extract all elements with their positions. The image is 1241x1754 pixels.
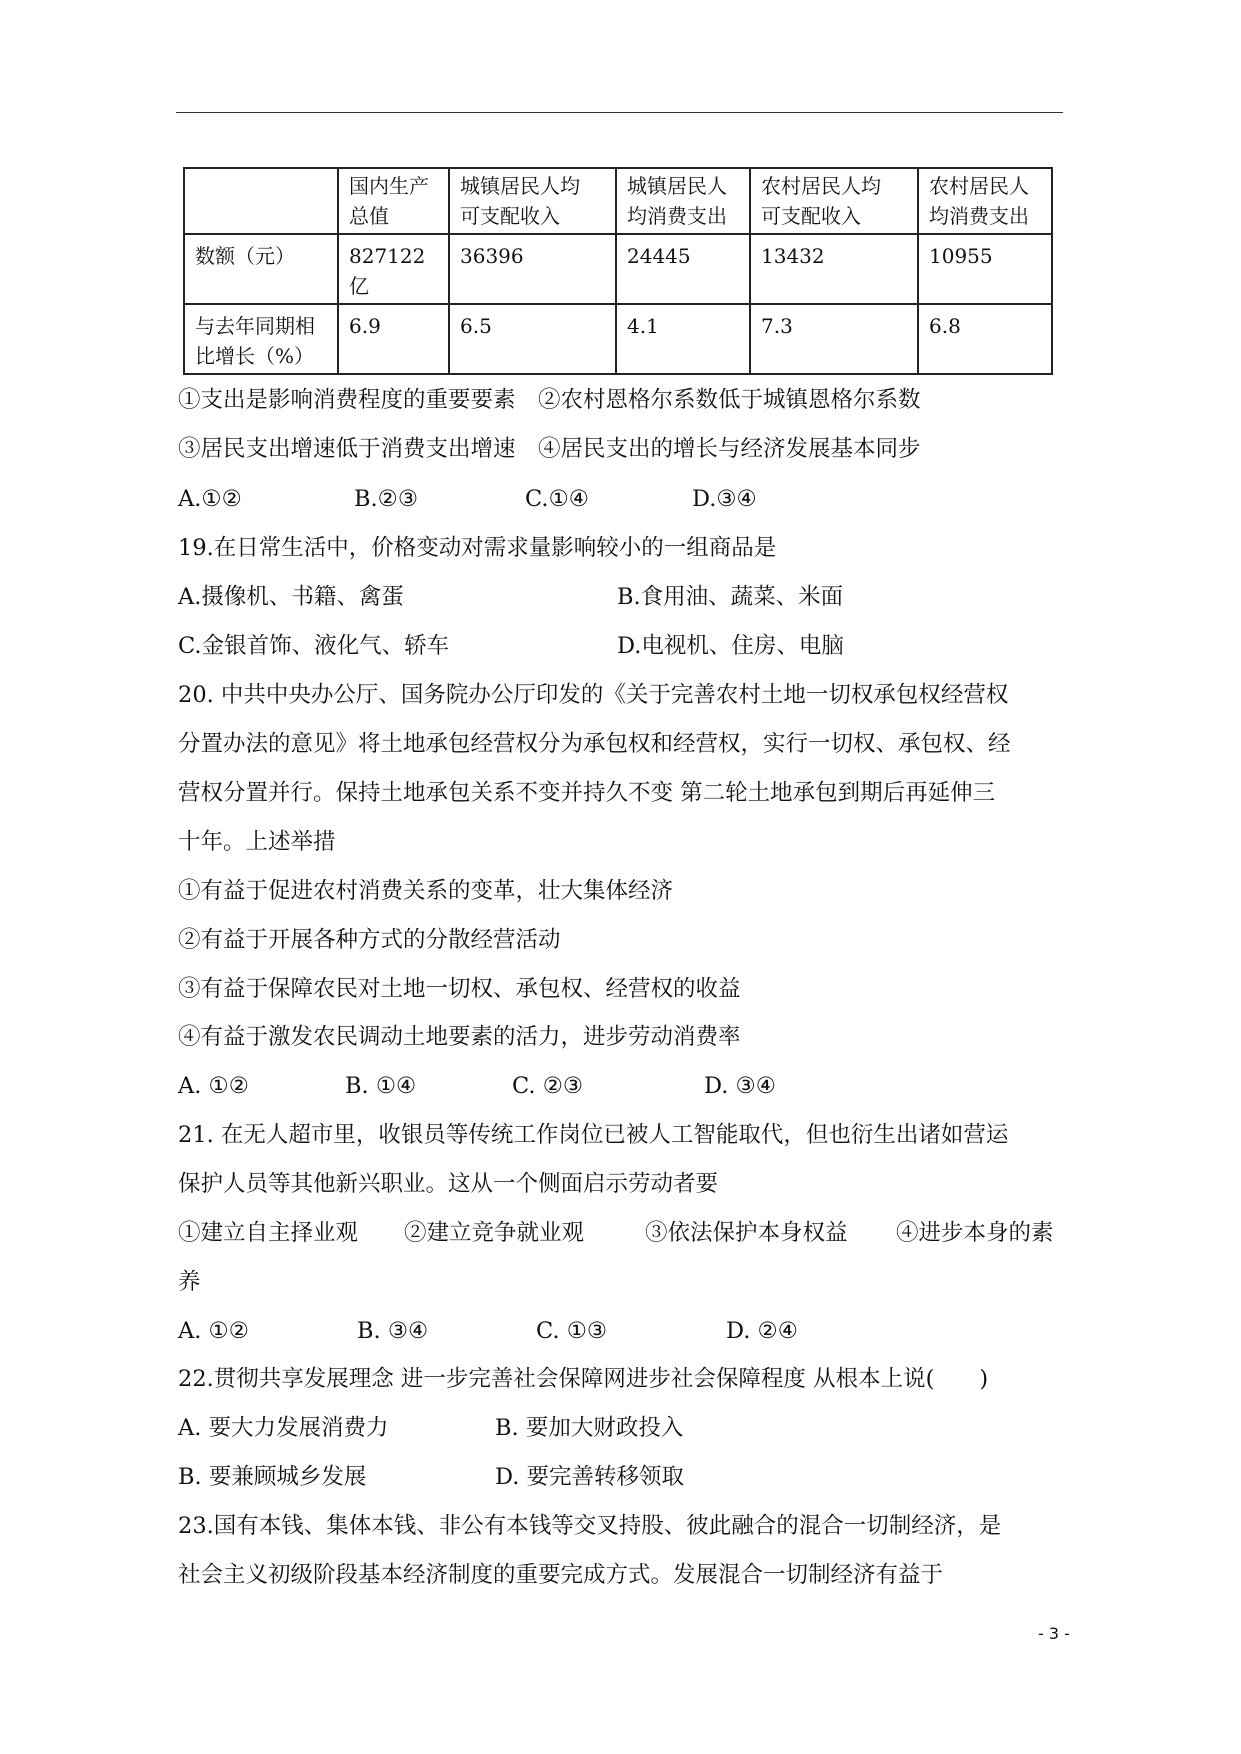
table-cell: 10955 [918,234,1052,304]
q21-stem-line: 21. 在无人超市里，收银员等传统工作岗位已被人工智能取代，但也衍生出诸如营运 [178,1122,1009,1148]
q18-option: B.②③ [354,486,419,512]
q20-stem-line: 十年。上述举措 [178,829,336,855]
table-header-cell: 城镇居民人均 可支配收入 [449,168,616,234]
q23-stem-line: 23.国有本钱、集体本钱、非公有本钱等交叉持股、彼此融合的混合一切制经济，是 [178,1513,1002,1539]
q20-stem-line: 分置办法的意见》将土地承包经营权分为承包权和经营权，实行一切权、承包权、经 [178,731,1011,757]
q21-option: C. ①③ [536,1318,608,1344]
q21-option: D. ②④ [726,1318,798,1344]
header-rule [176,112,1063,113]
q18-option: A.①② [178,486,242,512]
q21-statement-wrap: 养 [178,1269,201,1295]
table-cell: 7.3 [750,304,918,374]
q20-statement: ②有益于开展各种方式的分散经营活动 [178,927,561,953]
q22-option: B. 要加大财政投入 [495,1415,684,1441]
q19-stem: 19.在日常生活中，价格变动对需求量影响较小的一组商品是 [178,535,777,561]
q22-option: D. 要完善转移领取 [495,1464,685,1490]
q22-option: A. 要大力发展消费力 [178,1415,389,1441]
table-cell: 13432 [750,234,918,304]
q18-option: C.①④ [525,486,589,512]
table-row-amount [184,234,1052,304]
table-header-cell: 农村居民人均 可支配收入 [750,168,918,234]
q21-option: A. ①② [178,1318,249,1344]
statistics-table [183,167,1053,375]
table-header-cell: 农村居民人 均消费支出 [918,168,1052,234]
q19-option: B.食用油、蔬菜、米面 [617,584,844,610]
q18-option: D.③④ [692,486,757,512]
q19-option: D.电视机、住房、电脑 [617,633,844,659]
table-cell: 6.5 [449,304,616,374]
q22-stem: 22.贯彻共享发展理念 进一步完善社会保障网进步社会保障程度 从根本上说( ) [178,1366,989,1392]
q20-option: B. ①④ [345,1073,417,1099]
table-cell: 6.8 [918,304,1052,374]
table-corner-cell [184,168,338,234]
table-header-cell: 城镇居民人 均消费支出 [616,168,750,234]
q20-statement: ①有益于促进农村消费关系的变革，壮大集体经济 [178,878,674,904]
table-cell: 827122亿 [338,234,449,304]
table-header-row [184,168,1052,234]
table-row-label: 数额（元） [184,234,338,304]
q18-statement: ③居民支出增速低于消费支出增速 ④居民支出的增长与经济发展基本同步 [178,436,921,462]
table-row-growth [184,304,1052,374]
q21-option: B. ③④ [357,1318,429,1344]
q20-stem-line: 20. 中共中央办公厅、国务院办公厅印发的《关于完善农村土地一切权承包权经营权 [178,682,1009,708]
q21-statement: ①建立自主择业观 [178,1220,359,1246]
table-row-label: 与去年同期相 比增长（%） [184,304,338,374]
q20-statement: ④有益于激发农民调动土地要素的活力，进步劳动消费率 [178,1024,741,1050]
table-cell: 36396 [449,234,616,304]
table-cell: 24445 [616,234,750,304]
q21-statement: ④进步本身的素 [896,1220,1054,1246]
q23-stem-line: 社会主义初级阶段基本经济制度的重要完成方式。发展混合一切制经济有益于 [178,1562,944,1588]
q20-option: D. ③④ [704,1073,776,1099]
q20-statement: ③有益于保障农民对土地一切权、承包权、经营权的收益 [178,976,741,1002]
q20-option: A. ①② [178,1073,249,1099]
q21-statement: ②建立竞争就业观 [404,1220,585,1246]
q22-option: B. 要兼顾城乡发展 [178,1464,367,1490]
q20-option: C. ②③ [512,1073,584,1099]
q19-option: C.金银首饰、液化气、轿车 [178,633,450,659]
table-cell: 4.1 [616,304,750,374]
table-cell: 6.9 [338,304,449,374]
q19-option: A.摄像机、书籍、禽蛋 [178,584,404,610]
q20-stem-line: 营权分置并行。保持土地承包关系不变并持久不变 第二轮土地承包到期后再延伸三 [178,780,996,806]
q18-statement: ①支出是影响消费程度的重要要素 ②农村恩格尔系数低于城镇恩格尔系数 [178,387,921,413]
table-header-cell: 国内生产 总值 [338,168,449,234]
q21-stem-line: 保护人员等其他新兴职业。这从一个侧面启示劳动者要 [178,1171,719,1197]
page-number: - 3 - [1038,1624,1070,1643]
q21-statement: ③依法保护本身权益 [645,1220,848,1246]
